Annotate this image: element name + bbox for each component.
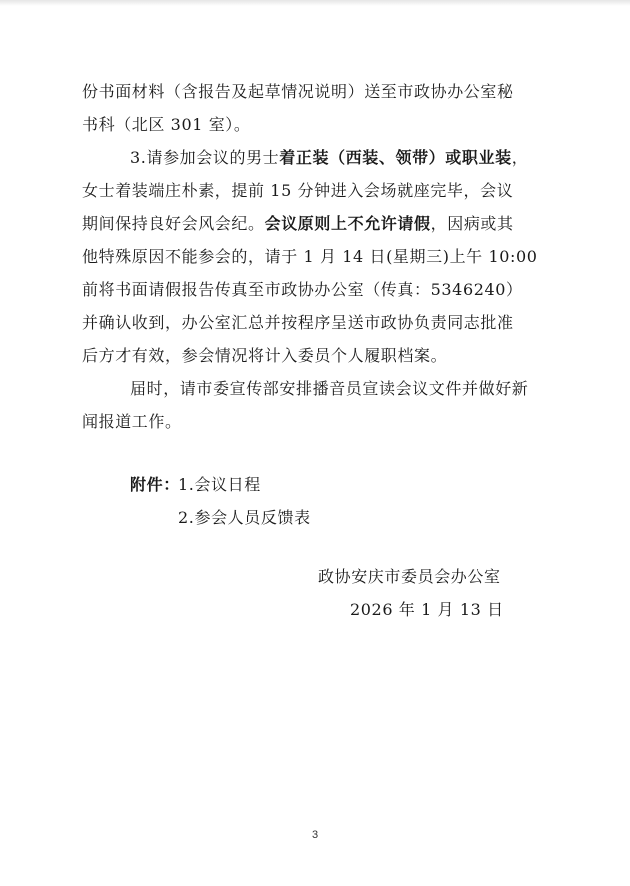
- attachments-label: 附件：: [130, 475, 180, 494]
- body-text-line: [82, 214, 514, 234]
- dress-code-emphasis: 着正装（西装、领带）或职业装: [279, 148, 512, 167]
- body-text-line: [130, 148, 528, 168]
- attachment-item: 2.参会人员反馈表: [178, 508, 311, 527]
- punctuation: ，: [511, 148, 529, 167]
- body-text-line: 份书面材料（含报告及起草情况说明）送至市政协办公室秘: [82, 82, 514, 101]
- dress-code-intro: 3.请参加会议的男士: [130, 148, 280, 167]
- discipline-text: 期间保持良好会风会纪。: [82, 214, 265, 233]
- page-number: 3: [311, 829, 319, 841]
- body-text-line: 后方才有效，参会情况将计入委员个人履职档案。: [82, 346, 448, 365]
- issue-date: 2026 年 1 月 13 日: [350, 600, 504, 619]
- page-top-edge: [0, 0, 630, 6]
- body-text-line: 闻报道工作。: [82, 412, 182, 431]
- leave-exception-text: ，因病或其: [430, 214, 514, 233]
- body-text-line: 他特殊原因不能参会的，请于 1 月 14 日(星期三)上午 10:00: [82, 247, 538, 266]
- body-text-line: 书科（北区 301 室）。: [82, 115, 251, 134]
- body-text-line: 女士着装端庄朴素，提前 15 分钟进入会场就座完毕，会议: [82, 181, 514, 200]
- body-text-line: 前将书面请假报告传真至市政协办公室（传真：5346240）: [82, 280, 523, 299]
- body-text-line: 届时，请市委宣传部安排播音员宣读会议文件并做好新: [130, 379, 529, 398]
- issuing-organization: 政协安庆市委员会办公室: [318, 567, 501, 586]
- attachment-item: 1.会议日程: [178, 475, 261, 494]
- no-leave-emphasis: 会议原则上不允许请假: [264, 214, 431, 233]
- body-text-line: 并确认收到，办公室汇总并按程序呈送市政协负责同志批准: [82, 313, 514, 332]
